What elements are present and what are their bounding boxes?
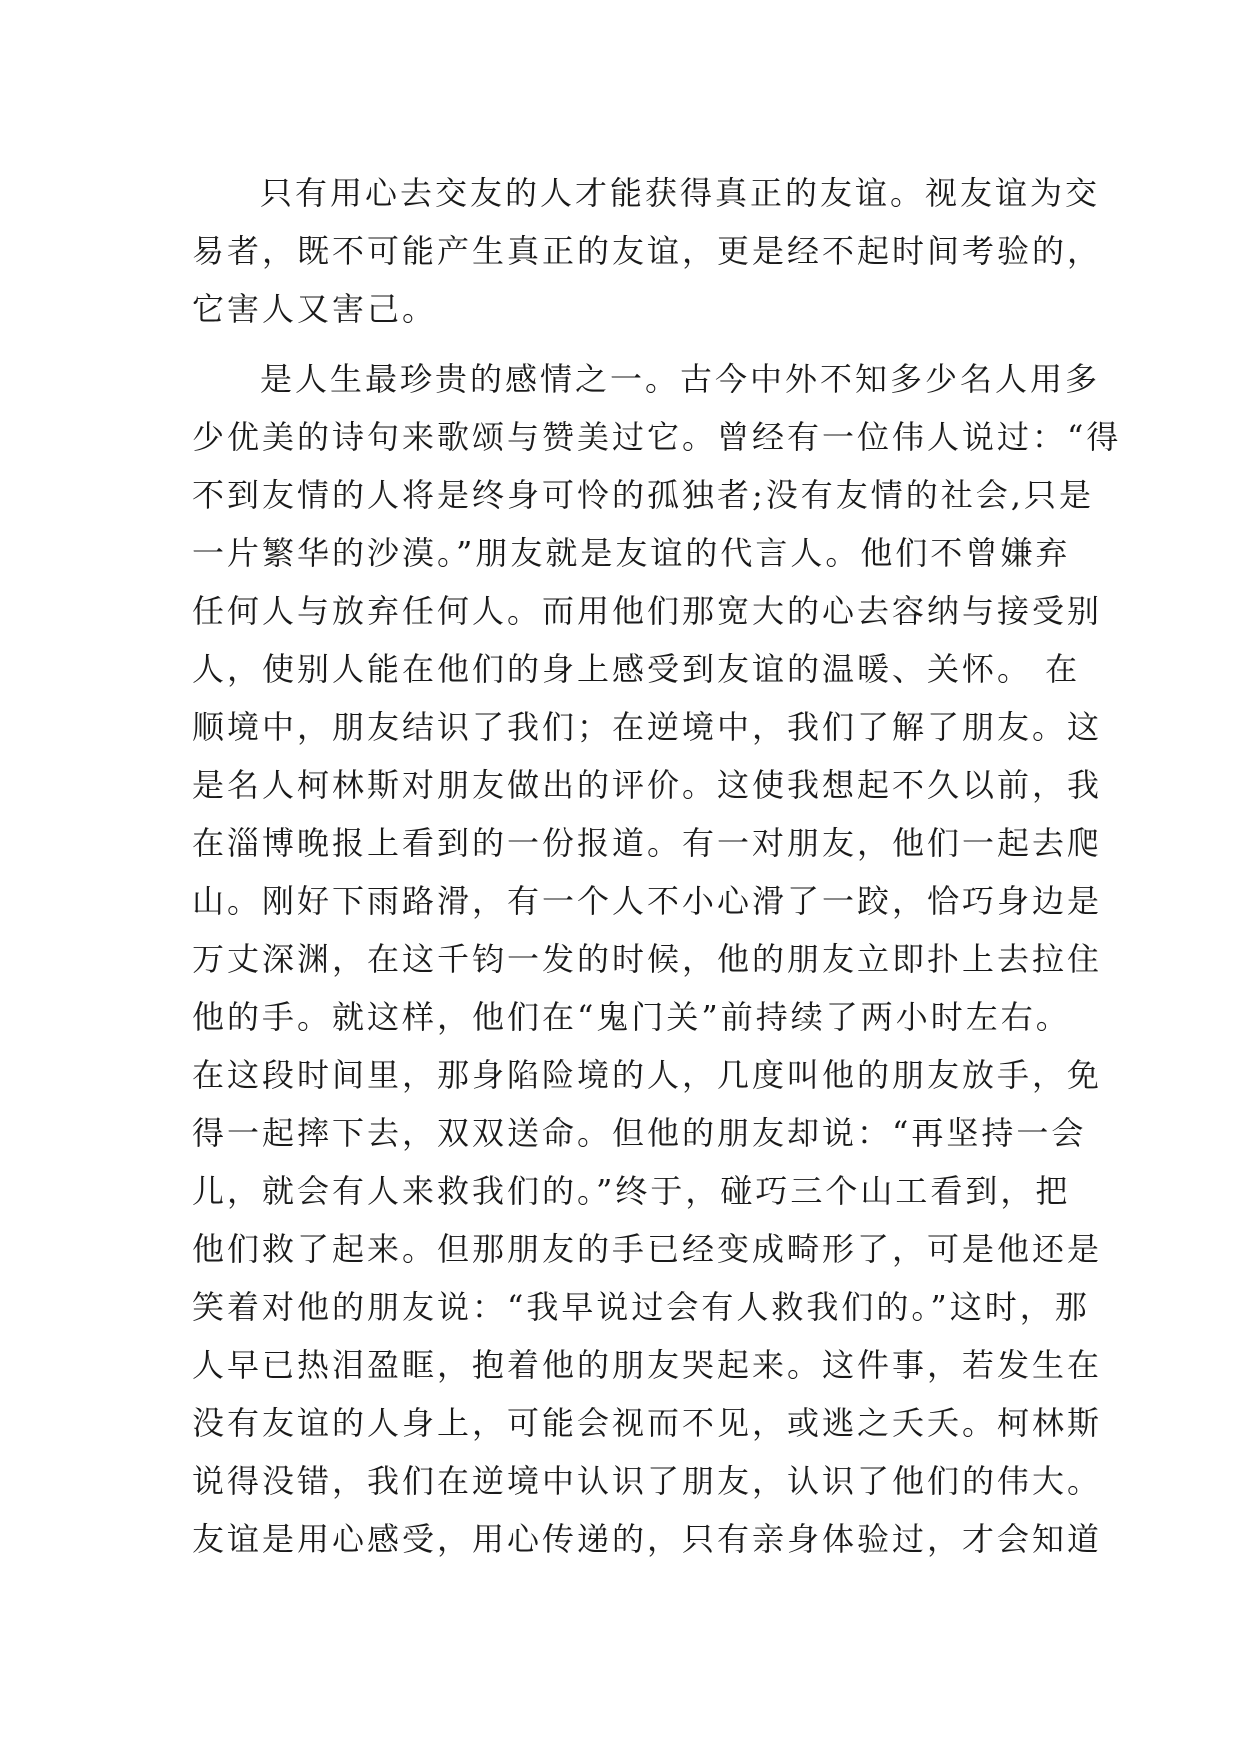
text-line: 说得没错，我们在逆境中认识了朋友，认识了他们的伟大。 — [192, 1462, 1103, 1500]
text-line: 是名人柯林斯对朋友做出的评价。这使我想起不久以前，我 — [192, 766, 1103, 804]
text-line: 不到友情的人将是终身可怜的孤独者;没有友情的社会,只是 — [192, 476, 1094, 514]
text-line: 易者，既不可能产生真正的友谊，更是经不起时间考验的， — [192, 232, 1103, 270]
text-line: 少优美的诗句来歌颂与赞美过它。曾经有一位伟人说过：“得 — [192, 418, 1122, 456]
text-line: 任何人与放弃任何人。而用他们那宽大的心去容纳与接受别 — [192, 592, 1103, 630]
text-line: 笑着对他的朋友说：“我早说过会有人救我们的。”这时，那 — [192, 1288, 1090, 1326]
paragraph-2 — [192, 350, 1122, 1568]
text-line: 没有友谊的人身上，可能会视而不见，或逃之夭夭。柯林斯 — [192, 1404, 1103, 1442]
text-line: 人早已热泪盈眶，抱着他的朋友哭起来。这件事，若发生在 — [192, 1346, 1103, 1384]
text-line: 万丈深渊，在这千钧一发的时候，他的朋友立即扑上去拉住 — [192, 940, 1103, 978]
text-line: 只有用心去交友的人才能获得真正的友谊。视友谊为交 — [260, 174, 1101, 212]
text-line: 一片繁华的沙漠。”朋友就是友谊的代言人。他们不曾嫌弃 — [192, 534, 1071, 572]
text-line: 在这段时间里，那身陷险境的人，几度叫他的朋友放手，免 — [192, 1056, 1103, 1094]
text-line: 他们救了起来。但那朋友的手已经变成畸形了，可是他还是 — [192, 1230, 1103, 1268]
text-line: 得一起摔下去，双双送命。但他的朋友却说：“再坚持一会 — [192, 1114, 1087, 1152]
text-line: 山。刚好下雨路滑，有一个人不小心滑了一跤，恰巧身边是 — [192, 882, 1103, 920]
text-line: 在淄博晚报上看到的一份报道。有一对朋友，他们一起去爬 — [192, 824, 1103, 862]
body-text — [192, 164, 1122, 1568]
text-line: 儿，就会有人来救我们的。”终于，碰巧三个山工看到，把 — [192, 1172, 1071, 1210]
text-line: 它害人又害己。 — [192, 290, 438, 328]
text-line: 顺境中，朋友结识了我们；在逆境中，我们了解了朋友。这 — [192, 708, 1103, 746]
paragraph-spacer — [192, 338, 1072, 350]
text-line: 他的手。就这样，他们在“鬼门关”前持续了两小时左右。 — [192, 998, 1071, 1036]
text-line: 是人生最珍贵的感情之一。古今中外不知多少名人用多 — [260, 360, 1101, 398]
text-line: 人，使别人能在他们的身上感受到友谊的温暖、关怀。 在 — [192, 650, 1081, 688]
paragraph-1 — [192, 164, 1103, 338]
text-line: 友谊是用心感受，用心传递的，只有亲身体验过，才会知道 — [192, 1520, 1103, 1558]
